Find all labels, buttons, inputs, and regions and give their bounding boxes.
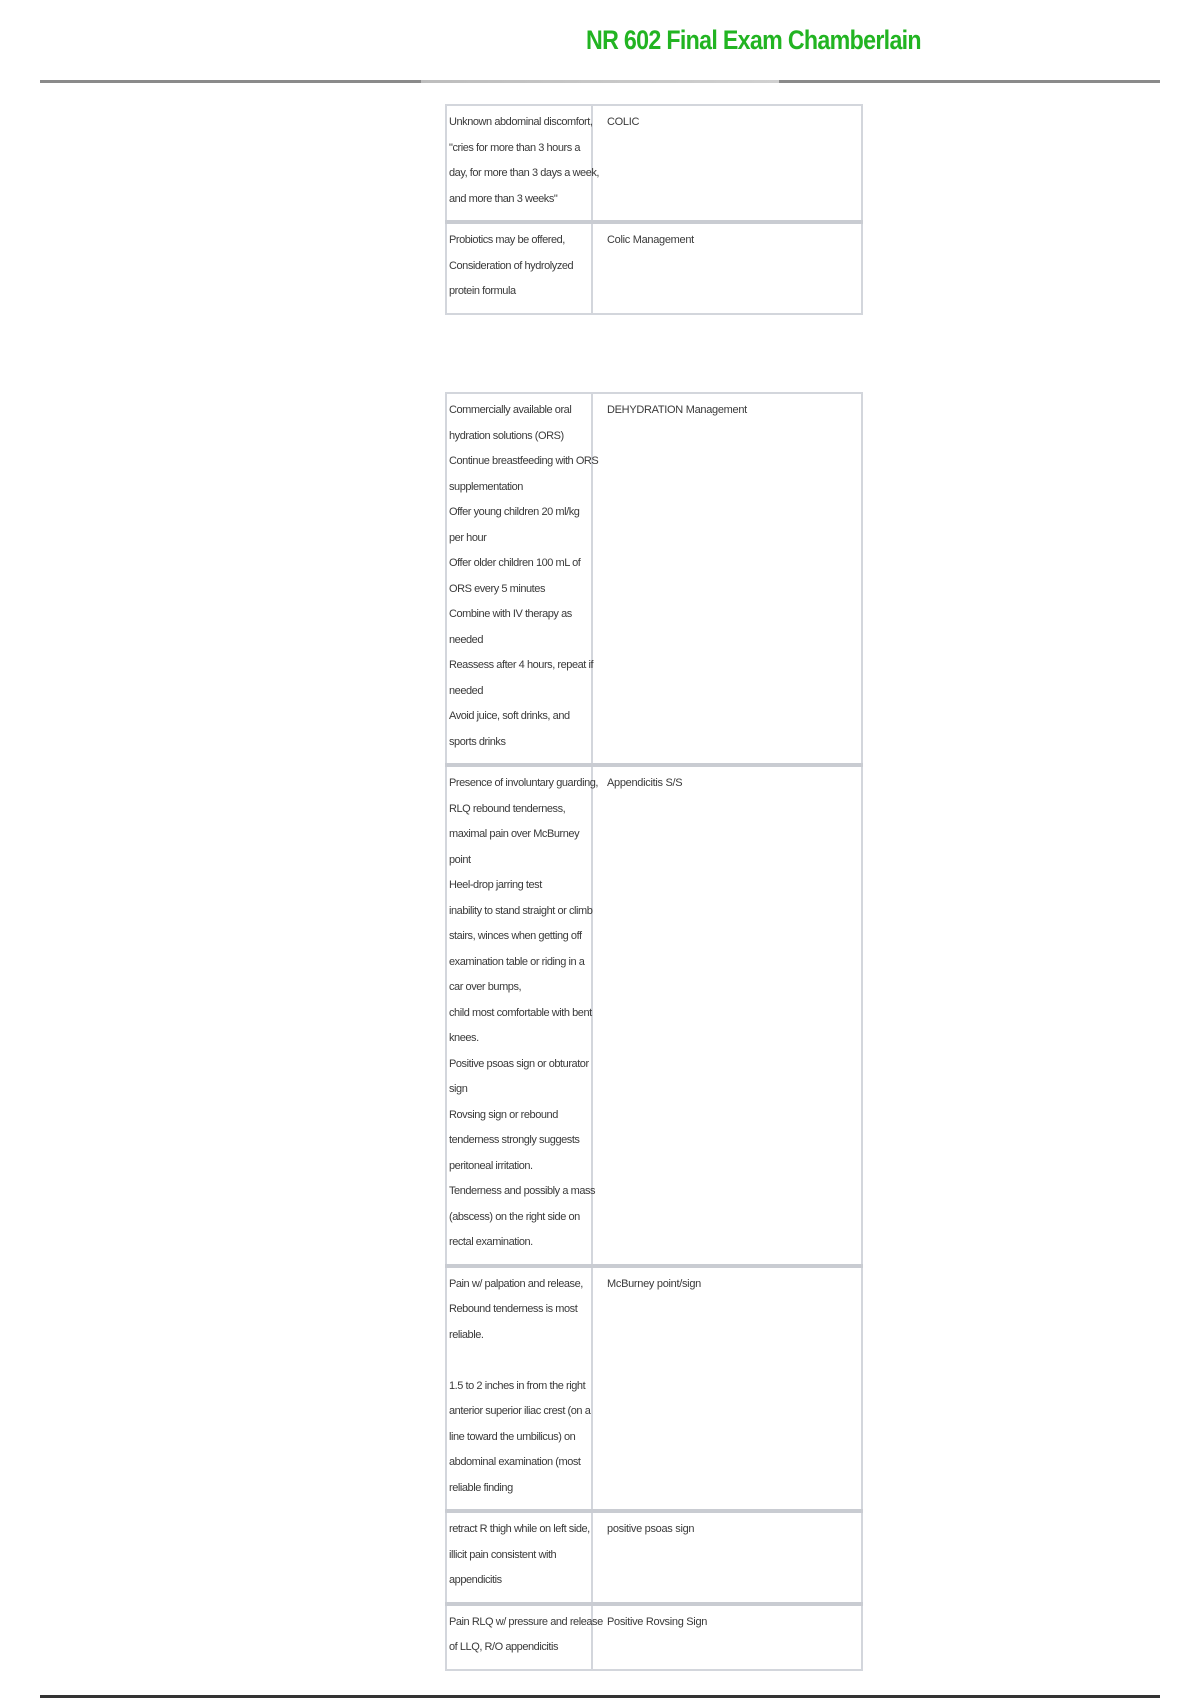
table-row <box>446 1604 862 1670</box>
answer-cell <box>592 393 862 765</box>
question-line: 1.5 to 2 inches in from the right <box>449 1379 586 1392</box>
question-line: Pain w/ palpation and release, <box>449 1277 583 1290</box>
question-line: Tenderness and possibly a mass <box>449 1185 596 1197</box>
question-line: Combine with IV therapy as <box>449 608 572 620</box>
question-line: reliable finding <box>449 1481 513 1494</box>
table-row <box>446 105 862 222</box>
question-line: tenderness strongly suggests <box>449 1134 580 1146</box>
question-line: point <box>449 853 471 866</box>
answer-text: Appendicitis S/S <box>607 777 683 789</box>
question-line: Unknown abdominal discomfort, <box>449 116 593 128</box>
table-row <box>446 393 862 765</box>
question-line: Positive psoas sign or obturator <box>449 1057 589 1070</box>
question-cell <box>446 765 599 1266</box>
question-line: examination table or riding in a <box>449 955 585 968</box>
question-line: day, for more than 3 days a week, <box>449 167 600 179</box>
question-line: rectal examination. <box>449 1236 533 1248</box>
question-line: supplementation <box>449 480 523 493</box>
answer-cell <box>592 1266 862 1512</box>
question-cell <box>446 393 599 765</box>
table-row <box>446 1511 862 1604</box>
question-line: sports drinks <box>449 735 506 748</box>
question-line: protein formula <box>449 285 516 297</box>
question-cell <box>446 1604 603 1670</box>
question-line: needed <box>449 684 484 697</box>
question-line: needed <box>449 633 484 646</box>
question-line: sign <box>449 1083 468 1095</box>
question-line: Offer young children 20 ml/kg <box>449 506 580 518</box>
answer-cell <box>592 105 862 222</box>
question-line: Commercially available oral <box>449 404 572 416</box>
question-line-blank <box>449 1348 585 1374</box>
question-line: child most comfortable with bent <box>449 1006 592 1019</box>
question-line: knees. <box>449 1032 479 1044</box>
question-line: ORS every 5 minutes <box>449 582 545 595</box>
answer-text: McBurney point/sign <box>607 1277 701 1290</box>
question-line: Rovsing sign or rebound <box>449 1108 558 1121</box>
question-line: anterior superior iliac crest (on a <box>449 1405 591 1417</box>
question-line: Probiotics may be offered, <box>449 234 565 246</box>
question-cell <box>446 222 592 314</box>
question-line: hydration solutions (ORS) <box>449 429 564 442</box>
answer-cell <box>592 765 862 1266</box>
question-line: Heel-drop jarring test <box>449 879 542 891</box>
header-divider <box>40 80 1160 83</box>
question-line: (abscess) on the right side on <box>449 1210 580 1223</box>
question-line: line toward the umbilicus) on <box>449 1430 576 1443</box>
question-line: Presence of involuntary guarding, <box>449 777 599 789</box>
question-line: per hour <box>449 531 487 544</box>
question-line: Offer older children 100 mL of <box>449 557 581 569</box>
question-line: "cries for more than 3 hours a <box>449 141 581 154</box>
question-line: Pain RLQ w/ pressure and release <box>449 1615 603 1628</box>
question-line: inability to stand straight or climb <box>449 904 593 917</box>
footer-divider <box>40 1695 1160 1698</box>
question-line: stairs, winces when getting off <box>449 930 582 942</box>
answer-cell <box>592 1604 862 1670</box>
question-line: maximal pain over McBurney <box>449 828 580 840</box>
question-line: Continue breastfeeding with ORS <box>449 455 599 467</box>
question-line: Reassess after 4 hours, repeat if <box>449 659 594 671</box>
question-line: appendicitis <box>449 1574 502 1586</box>
answer-text: COLIC <box>607 116 640 128</box>
question-line: Avoid juice, soft drinks, and <box>449 710 570 722</box>
question-line: abdominal examination (most <box>449 1456 581 1468</box>
question-line: peritoneal irritation. <box>449 1159 533 1172</box>
question-cell <box>446 105 600 222</box>
table-row <box>446 1266 862 1512</box>
answer-text: DEHYDRATION Management <box>607 404 747 416</box>
flashcard-table-dehydration-appendicitis <box>445 392 863 1671</box>
question-cell <box>446 1266 592 1512</box>
question-line: retract R thigh while on left side, <box>449 1523 590 1535</box>
question-cell <box>446 1511 592 1604</box>
flashcard-table-colic <box>445 104 863 315</box>
question-line: and more than 3 weeks" <box>449 192 558 205</box>
question-line: Rebound tenderness is most <box>449 1303 578 1315</box>
table-row <box>446 765 862 1266</box>
question-line: of LLQ, R/O appendicitis <box>449 1641 559 1653</box>
table-row <box>446 222 862 314</box>
question-line: RLQ rebound tenderness, <box>449 802 566 815</box>
answer-text: positive psoas sign <box>607 1523 695 1535</box>
answer-cell <box>592 1511 862 1604</box>
page-title: NR 602 Final Exam Chamberlain <box>586 25 921 55</box>
answer-text: Colic Management <box>607 234 694 246</box>
question-line: Consideration of hydrolyzed <box>449 259 574 272</box>
question-line: car over bumps, <box>449 981 522 993</box>
answer-text: Positive Rovsing Sign <box>607 1615 708 1628</box>
answer-cell <box>592 222 862 314</box>
question-line: illicit pain consistent with <box>449 1548 557 1561</box>
question-line: reliable. <box>449 1328 484 1341</box>
